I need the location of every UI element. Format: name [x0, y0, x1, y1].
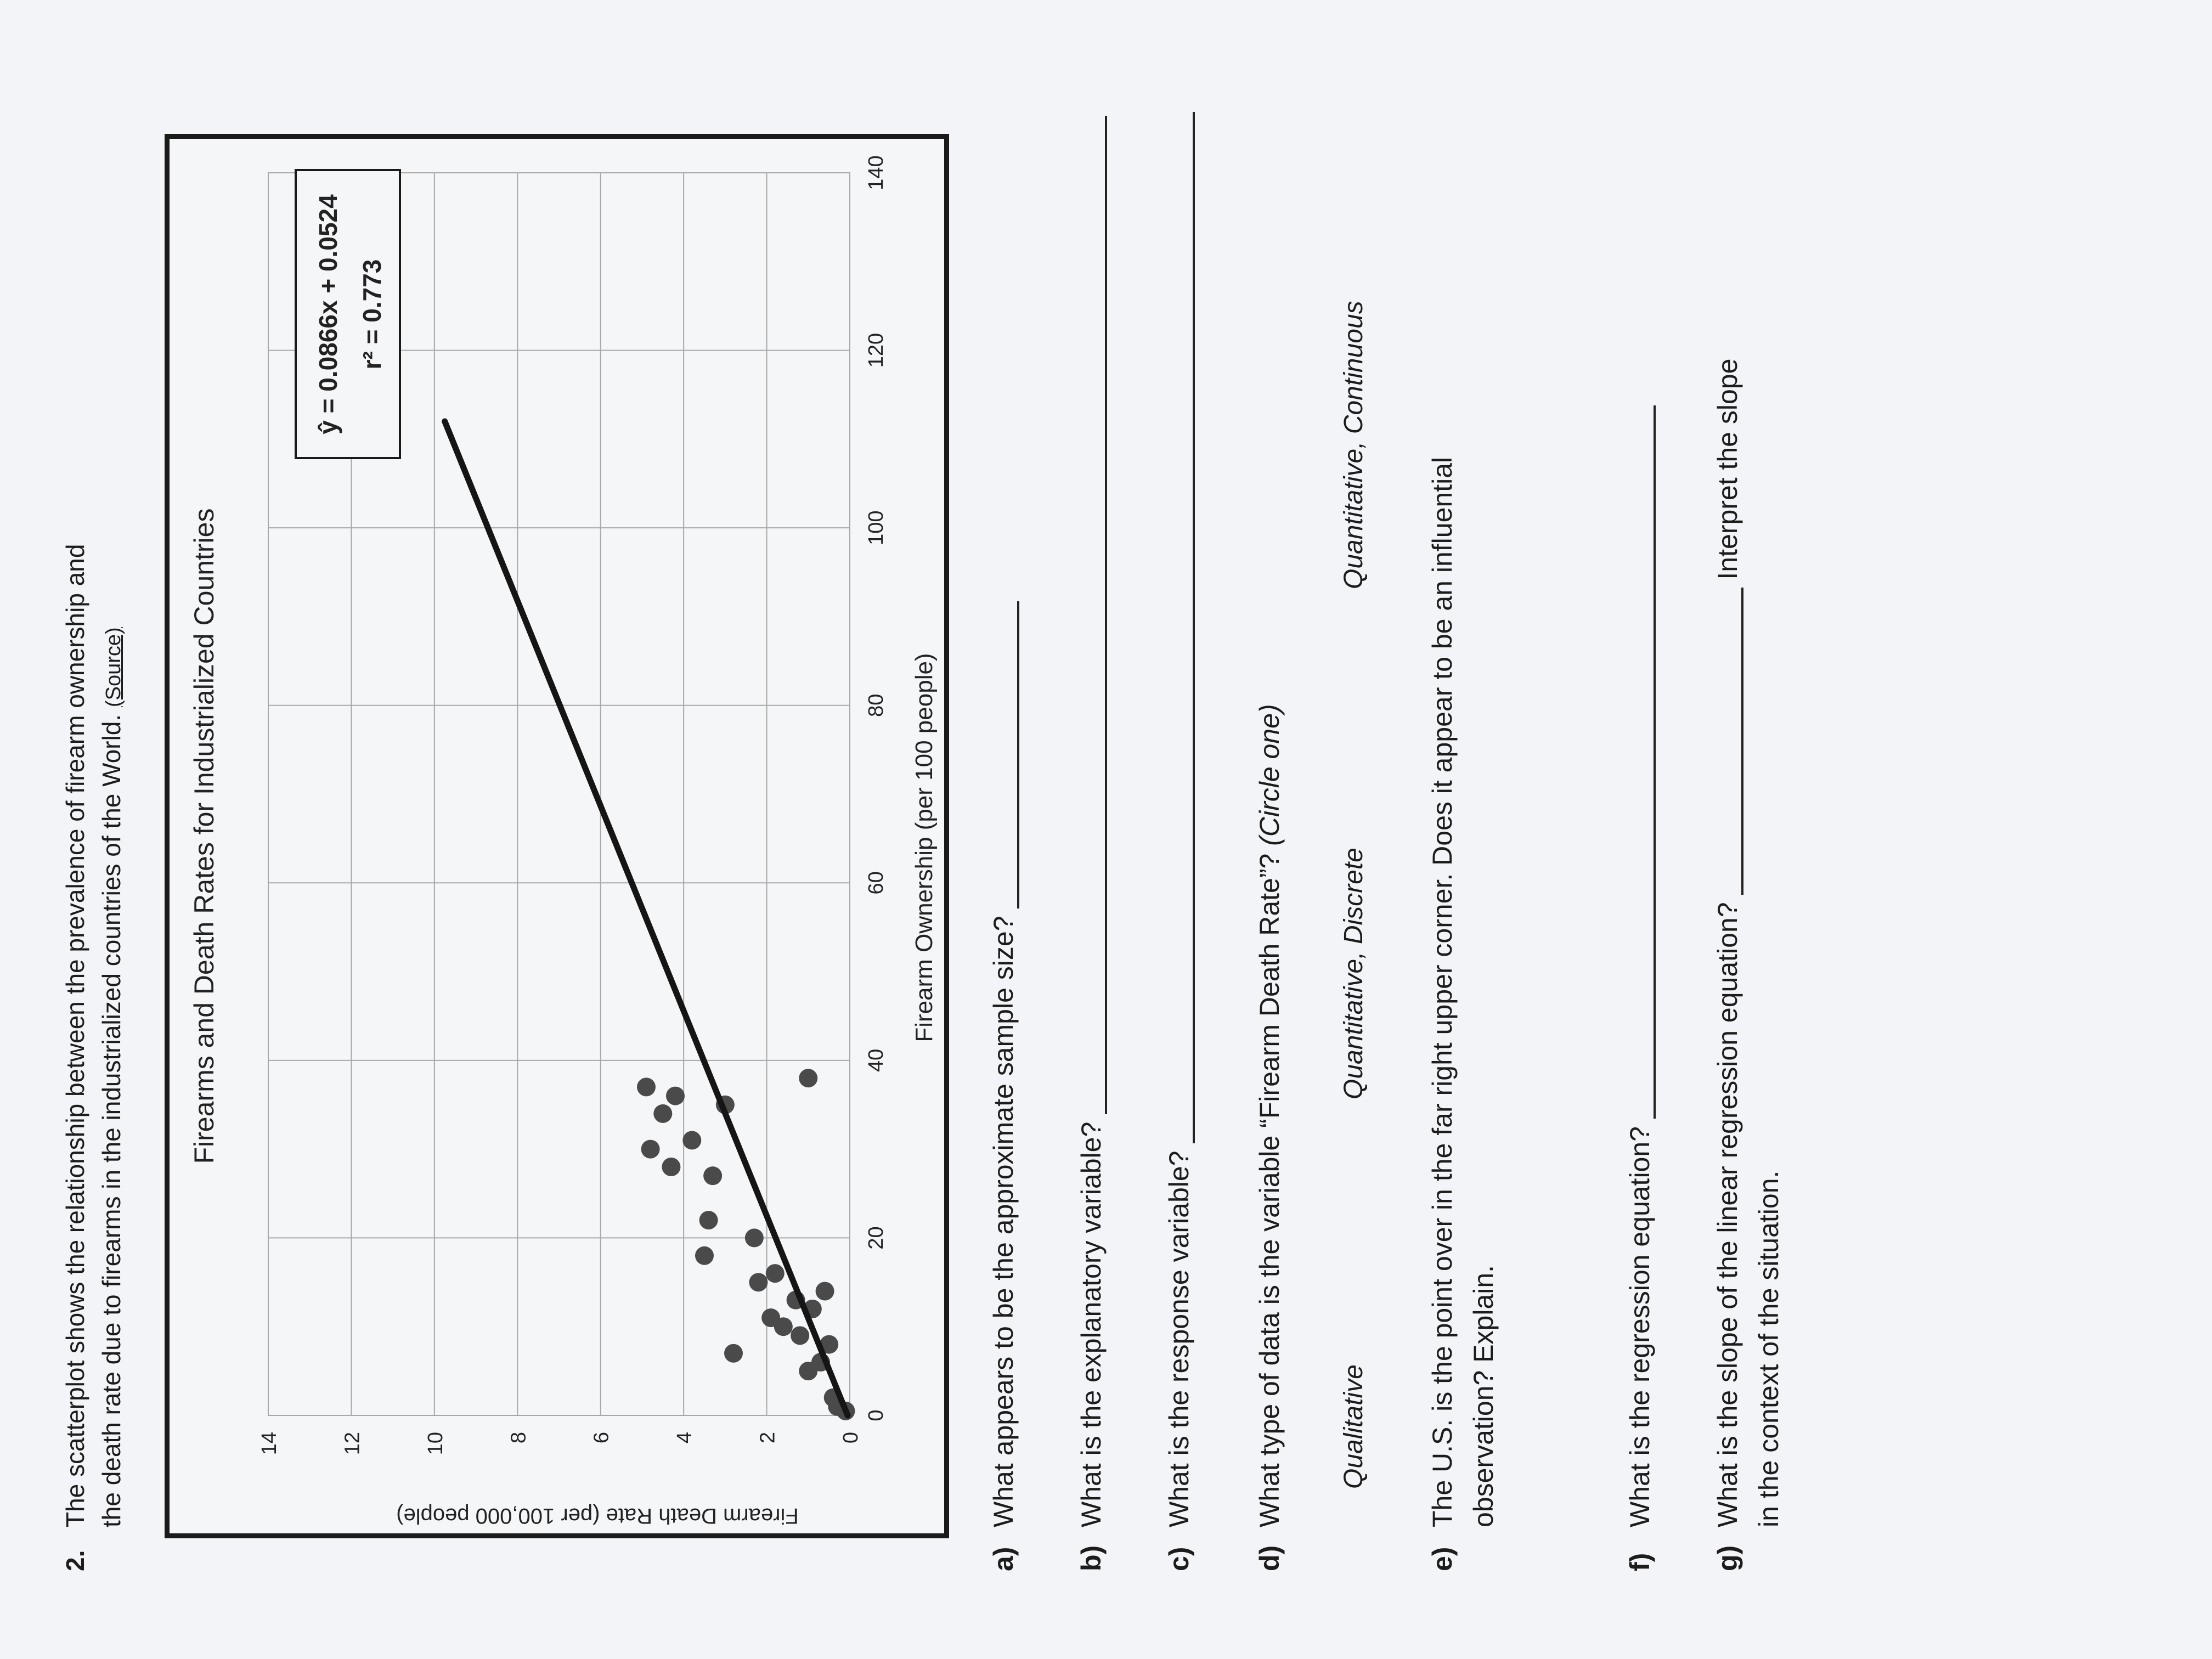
y-tick-label: 0: [839, 1432, 862, 1444]
question-b: [1075, 116, 1107, 1571]
data-point: [641, 1140, 660, 1159]
chart-title: Firearms and Death Rates for Industrialized Countries: [189, 508, 219, 1164]
y-tick-label: 8: [507, 1432, 531, 1444]
question-f: [1624, 405, 1656, 1571]
chart-points: [325, 412, 855, 1420]
data-point: [703, 1166, 722, 1185]
data-point: [695, 1246, 714, 1265]
question-g: [1712, 358, 1743, 1571]
x-tick-label: 140: [865, 155, 888, 190]
x-tick-label: 120: [865, 332, 888, 368]
data-point: [766, 1264, 785, 1283]
question-d-text: What type of data is the variable “Firearm Death Rate”?: [1254, 853, 1285, 1527]
question-d-letter: d): [1254, 1545, 1285, 1571]
x-axis-label: Firearm Ownership (per 100 people): [911, 653, 938, 1042]
x-tick-label: 100: [865, 510, 888, 545]
option-quantitative-continuous[interactable]: Quantitative, Continuous: [1339, 301, 1368, 589]
intro-text-line-1: The scatterplot shows the relationship between the prevalence of firearm ownership and: [61, 544, 89, 1527]
question-a-letter: a): [988, 1547, 1019, 1571]
data-point: [666, 1087, 685, 1105]
answer-blank-g[interactable]: [1717, 588, 1743, 895]
question-c-letter: c): [1164, 1547, 1194, 1571]
question-a-text: What appears to be the approximate sample size?: [988, 916, 1019, 1527]
question-c-text: What is the response variable?: [1164, 1150, 1194, 1527]
answer-blank-b[interactable]: [1081, 116, 1107, 1114]
answer-blank-a[interactable]: [993, 601, 1019, 909]
regression-trendline: [445, 421, 848, 1415]
question-e-continued: [1468, 1265, 1499, 1527]
regression-equation-label: ŷ = 0.0866x + 0.0524: [314, 194, 342, 435]
chart-trendline-group: [445, 421, 848, 1415]
y-tick-label: 2: [756, 1432, 780, 1444]
question-number: 2.: [61, 1550, 89, 1571]
question-g-text-tail: Interpret the slope: [1712, 358, 1743, 580]
x-tick-label: 60: [865, 871, 888, 895]
x-tick-label: 0: [865, 1409, 888, 1421]
data-point: [799, 1069, 817, 1087]
question-f-text: What is the regression equation?: [1624, 1126, 1655, 1527]
answer-blank-c[interactable]: [1169, 112, 1195, 1143]
option-qualitative[interactable]: Qualitative: [1339, 1364, 1368, 1489]
x-tick-label: 80: [865, 693, 888, 717]
question-d-note: (Circle one): [1254, 704, 1285, 846]
data-point: [745, 1228, 764, 1247]
source-link[interactable]: (Source): [102, 627, 125, 708]
question-g-text-line-1: What is the slope of the linear regression equation?: [1712, 902, 1743, 1527]
data-point: [761, 1308, 780, 1327]
intro-text-line-2: [97, 627, 126, 1527]
question-e-text-line-1: The U.S. is the point over in the far right upper corner. Does it appear to be an influential: [1427, 456, 1458, 1527]
y-tick-label: 4: [673, 1432, 697, 1444]
option-quantitative-discrete[interactable]: Quantitative, Discrete: [1339, 848, 1368, 1099]
data-point: [682, 1131, 701, 1149]
y-tick-label: 14: [258, 1432, 281, 1455]
y-tick-label: 6: [590, 1432, 613, 1444]
data-point: [637, 1077, 656, 1096]
intro-text-line-2-body: the death rate due to firearms in the industrialized countries of the World.: [97, 714, 126, 1527]
question-b-letter: b): [1076, 1545, 1107, 1571]
data-point: [653, 1104, 672, 1123]
r-squared-label: r² = 0.773: [358, 259, 386, 370]
y-axis-label: Firearm Death Rate (per 100,000 people): [396, 1504, 799, 1528]
equation-box: [296, 170, 400, 458]
y-tick-label: 12: [341, 1432, 364, 1455]
question-g-letter: g): [1712, 1545, 1743, 1571]
data-point: [816, 1282, 834, 1301]
x-tick-label: 40: [865, 1048, 888, 1072]
question-g-text-line-2: in the context of the situation.: [1753, 1170, 1784, 1527]
question-a: [988, 601, 1019, 1571]
question-e-text-line-2: observation? Explain.: [1468, 1265, 1499, 1527]
scatterplot-chart: [165, 134, 949, 1538]
question-d: [1254, 704, 1285, 1571]
question-c: [1163, 112, 1195, 1571]
data-point: [699, 1211, 718, 1229]
question-f-letter: f): [1624, 1553, 1655, 1571]
data-point: [791, 1326, 809, 1345]
data-point: [749, 1273, 768, 1291]
question-e: [1426, 456, 1458, 1571]
x-tick-label: 20: [865, 1226, 888, 1250]
question-b-text: What is the explanatory variable?: [1076, 1121, 1107, 1527]
question-g-continued: [1753, 1171, 1785, 1527]
y-tick-label: 10: [424, 1432, 447, 1455]
data-point: [662, 1158, 680, 1176]
answer-blank-f[interactable]: [1629, 405, 1656, 1119]
chart-canvas: [170, 139, 944, 1533]
data-point: [724, 1344, 743, 1363]
question-e-letter: e): [1427, 1547, 1458, 1571]
